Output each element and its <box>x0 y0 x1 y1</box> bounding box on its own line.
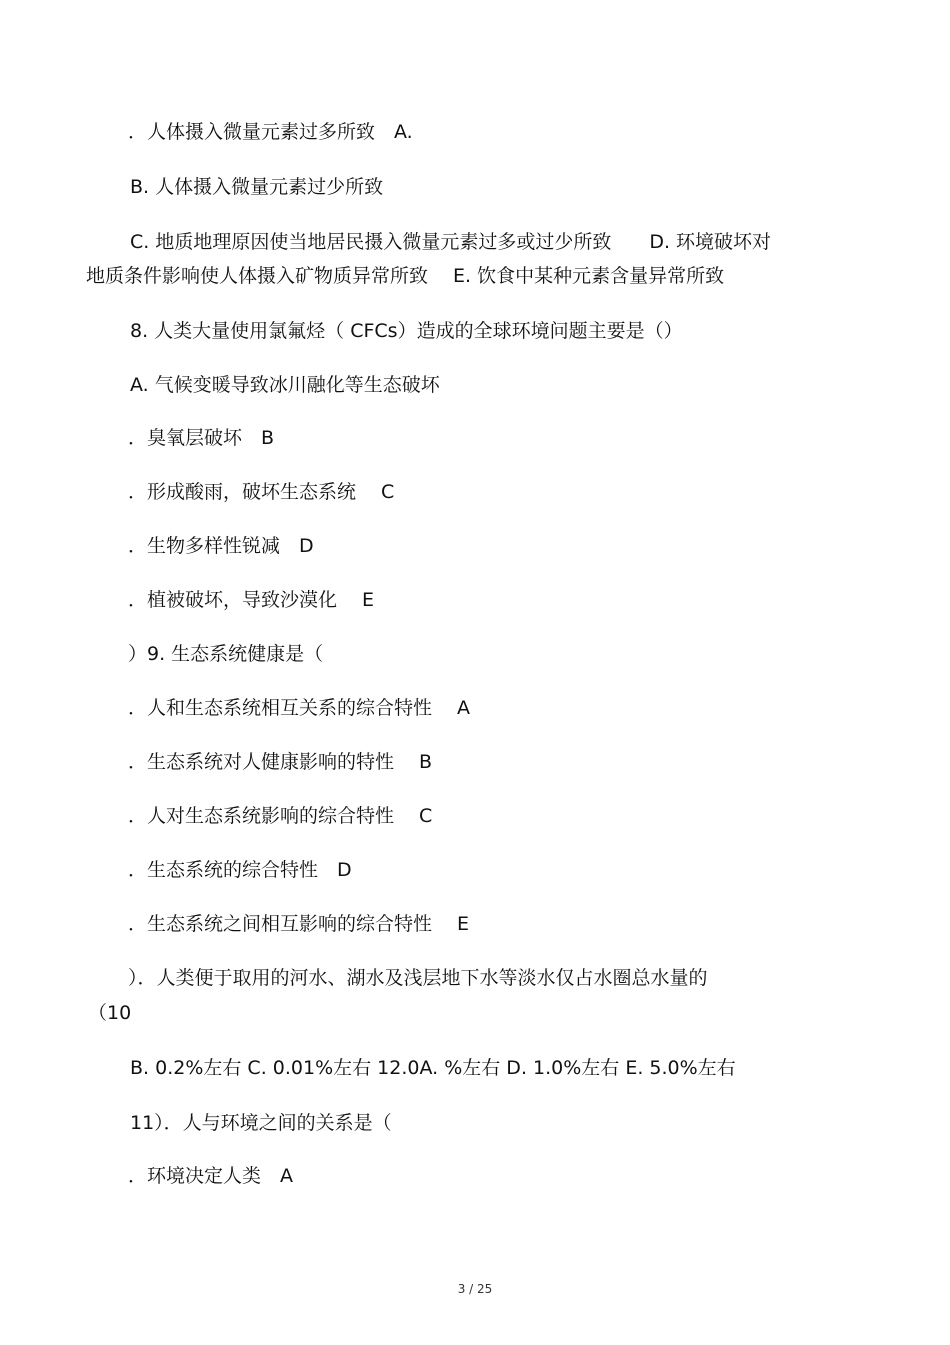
question-8: 8. 人类大量使用氯氟烃（ CFCs）造成的全球环境问题主要是（） <box>130 320 683 342</box>
option-line: ．人和生态系统相互关系的综合特性 A <box>128 697 471 719</box>
option-line: ．生物多样性锐减 D <box>128 535 314 557</box>
option-line: ．生态系统的综合特性 D <box>128 859 352 881</box>
question-10: ）．人类便于取用的河水、湖水及浅层地下水等淡水仅占水圈总水量的 <box>128 967 708 989</box>
page-number: 3 / 25 <box>457 1282 493 1296</box>
question-9: ）9. 生态系统健康是（ <box>128 643 324 665</box>
option-line: ．环境决定人类 A <box>128 1165 293 1187</box>
option-line: ．生态系统对人健康影响的特性 B <box>128 751 433 773</box>
option-line: A. 气候变暖导致冰川融化等生态破坏 <box>130 374 440 396</box>
option-line: ．形成酸雨，破坏生态系统 C <box>128 481 395 503</box>
text-line-4: 地质条件影响使人体摄入矿物质异常所致 E. 饮食中某种元素含量异常所致 <box>86 265 725 287</box>
question-11: 11）．人与环境之间的关系是（ <box>130 1112 392 1134</box>
text-line-1: ．人体摄入微量元素过多所致 A. <box>128 121 413 143</box>
option-line: ．植被破坏，导致沙漠化 E <box>128 589 375 611</box>
option-line: ．人对生态系统影响的综合特性 C <box>128 805 433 827</box>
text-line-3: C. 地质地理原因使当地居民摄入微量元素过多或过少所致 D. 环境破坏对 <box>130 231 772 253</box>
question-10-number: （10 <box>88 1002 132 1024</box>
text-line-2: B. 人体摄入微量元素过少所致 <box>130 176 384 198</box>
option-line: ．臭氧层破坏 B <box>128 427 275 449</box>
option-line: ．生态系统之间相互影响的综合特性 E <box>128 913 470 935</box>
options-10: B. 0.2%左右 C. 0.01%左右 12.0A. %左右 D. 1.0%左右 E. 5.0%左右 <box>130 1057 736 1079</box>
